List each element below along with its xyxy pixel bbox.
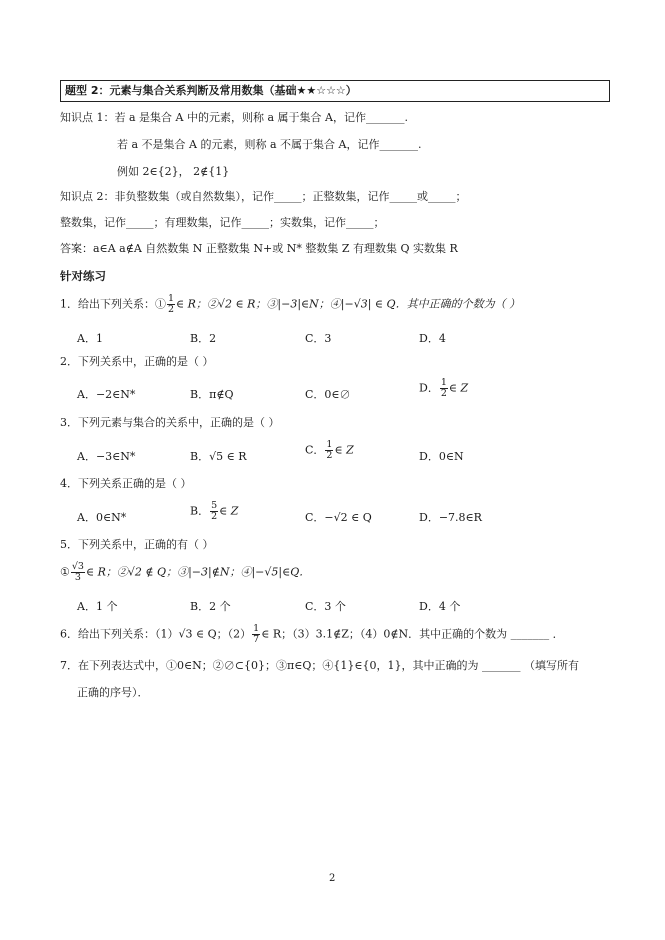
q4-b-rest: ∈ Z: [219, 504, 239, 518]
kp1-line2: 若 a 不是集合 A 的元素，则称 a 不属于集合 A，记作_______.: [117, 138, 422, 151]
q3-c-rest: ∈ Z: [334, 443, 354, 457]
q3-option-d: D．0∈N: [419, 450, 464, 463]
q6-frac-num: 1: [253, 623, 260, 634]
q6-rest: ∈ R；（3）3.1∉Z；（4）0∉N．其中正确的个数为 _______ ．: [261, 627, 564, 641]
q2-option-a: A．−2∈N*: [77, 388, 136, 401]
q5-option-d: D．4 个: [419, 600, 461, 613]
q4-option-a: A．0∈N*: [77, 511, 127, 524]
q6-frac-den: 7: [253, 634, 260, 645]
q1-prefix: 1．给出下列关系：①: [60, 297, 166, 311]
q2-option-c: C．0∈∅: [305, 388, 351, 401]
q3-option-c: [305, 440, 354, 461]
q5-frac-num: √3: [71, 561, 84, 572]
q3-stem: 3．下列元素与集合的关系中，正确的是（ ）: [60, 416, 280, 429]
q3-c-num: 1: [326, 439, 333, 450]
q3-c-label: C．: [305, 443, 325, 457]
q2-d-label: D．: [419, 381, 439, 395]
q5-fraction: [71, 562, 85, 583]
kp1-line1: [60, 111, 408, 125]
q4-b-fraction: [210, 501, 218, 522]
q1-fraction: [167, 294, 175, 315]
q1-option-b: B．2: [190, 332, 217, 345]
q2-d-num: 1: [440, 377, 447, 388]
q4-b-num: 5: [211, 500, 218, 511]
q3-option-b: B．√5 ∈ R: [190, 450, 247, 463]
q5-option-c: C．3 个: [305, 600, 346, 613]
q4-option-d: D．−7.8∈R: [419, 511, 482, 524]
q4-option-c: C．−√2 ∈ Q: [305, 511, 372, 524]
q4-stem: 4．下列关系正确的是（ ）: [60, 477, 192, 490]
q1-option-a: A．1: [77, 332, 103, 345]
q4-b-label: B．: [190, 504, 210, 518]
page-number: 2: [329, 873, 336, 884]
q7-line1: 7．在下列表达式中，①0∈N；②∅⊂{0}；③π∈Q；④{1}∈{0，1}，其中正确的为 _______ （填写所有: [60, 659, 579, 672]
q3-c-fraction: [325, 440, 333, 461]
q1-frac-num: 1: [168, 293, 175, 304]
q5-option-a: A．1 个: [77, 600, 118, 613]
answer-line: 答案：a∈A a∉A 自然数集 N 正整数集 N+或 N* 整数集 Z 有理数集 Q 实数集 R: [60, 242, 458, 255]
q3-option-a: A．−3∈N*: [77, 450, 136, 463]
q2-d-rest: ∈ Z: [448, 381, 469, 395]
q2-stem: 2．下列关系中，正确的是（ ）: [60, 355, 214, 368]
kp1-text1: 若 a 是集合 A 中的元素，则称 a 属于集合 A，记作_______.: [114, 111, 408, 124]
q1-option-c: C．3: [305, 332, 332, 345]
kp1-label: 知识点 1：: [60, 111, 115, 124]
q6-prefix: 6．给出下列关系：（1）√3 ∈ Q；（2）: [60, 627, 252, 641]
q2-d-den: 2: [440, 388, 447, 399]
q6-stem: [60, 624, 564, 645]
q1-option-d: D．4: [419, 332, 446, 345]
q2-option-d: [419, 378, 468, 399]
kp1-example: 例如 2∈{2}， 2∉{1}: [117, 165, 230, 178]
kp2-line2: 整数集，记作_____；有理数集，记作_____；实数集，记作_____；: [60, 216, 385, 229]
q5-stem: 5．下列关系中，正确的有（ ）: [60, 538, 214, 551]
q1-frac-den: 2: [168, 304, 175, 315]
q2-d-fraction: [440, 378, 448, 399]
q3-c-den: 2: [326, 450, 333, 461]
q5-relations: [60, 562, 310, 583]
kp2-line1: 知识点 2：非负整数集（或自然数集），记作_____；正整数集，记作_____或_____；: [60, 190, 467, 203]
q6-fraction: [252, 624, 260, 645]
section-title: 题型 2：元素与集合关系判断及常用数集（基础★★☆☆☆）: [60, 80, 610, 102]
q5-option-b: B．2 个: [190, 600, 231, 613]
q5-frac-den: 3: [74, 572, 81, 583]
q1-rest: ∈ R；②√2 ∈ R；③|−3|∈N；④|−√3| ∈ Q．其中正确的个数为（ ）: [176, 297, 521, 311]
q7-line2: 正确的序号）．: [77, 686, 149, 699]
q4-option-b: [190, 501, 238, 522]
q1-stem: [60, 294, 520, 315]
q5-rest: ∈ R；②√2 ∉ Q；③|−3|∉N；④|−√5|∈Q．: [85, 565, 311, 579]
q5-prefix: ①: [60, 565, 70, 579]
q4-b-den: 2: [211, 511, 218, 522]
q2-option-b: B．π∉Q: [190, 388, 234, 401]
practice-heading: 针对练习: [60, 269, 106, 283]
